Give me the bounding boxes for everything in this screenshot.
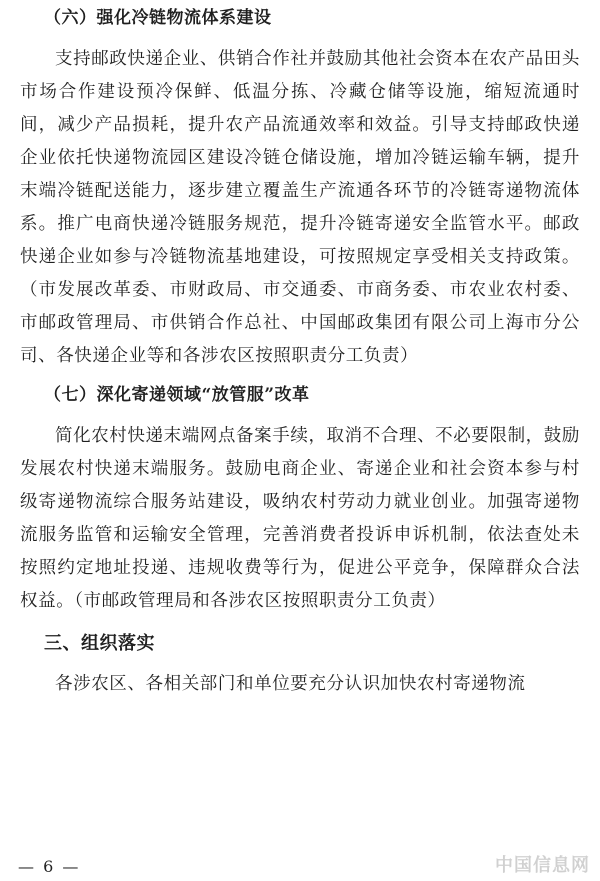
section-6-body: 支持邮政快递企业、供销合作社并鼓励其他社会资本在农产品田头市场合作建设预冷保鲜、低温分拣、冷藏仓储等设施，缩短流通时间，减少产品损耗，提升农产品流通效率和效益。引导支持邮政快递企业依托快递物流园区建设冷链仓储设施，增加冷链运输车辆，提升末端冷链配送能力，逐步建立覆盖生产流通各环节的冷链寄递物流体系。推广电商快递冷链服务规范，提升冷链寄递安全监管水平。邮政快递企业如参与冷链物流基地建设，可按照规定享受相关支持政策。（市发展改革委、市财政局、市交通委、市商务委、市农业农村委、市邮政管理局、市供销合作总社、中国邮政集团有限公司上海市分公司、各快递企业等和各涉农区按照职责分工负责） — [20, 49, 580, 366]
section-7-heading: （七）深化寄递领域“放管服”改革 — [44, 385, 310, 405]
section-3-title: 三、组织落实 — [44, 633, 155, 654]
section-3-body-start: 各涉农区、各相关部门和单位要充分认识加快农村寄递物流 — [55, 674, 526, 694]
section-7-body: 简化农村快递末端网点备案手续，取消不合理、不必要限制，鼓励发展农村快递末端服务。鼓励电商企业、寄递企业和社会资本参与村级寄递物流综合服务站建设，吸纳农村劳动力就业创业。加强寄递物流服务监管和运输安全管理，完善消费者投诉申诉机制，依法查处未按照约定地址投递、违规收费等行为，促进公平竞争，保障群众合法权益。（市邮政管理局和各涉农区按照职责分工负责） — [20, 426, 580, 611]
page-number: — 6 — — [18, 857, 81, 876]
site-watermark: 中国信息网 — [495, 855, 590, 876]
section-6-heading: （六）强化冷链物流体系建设 — [44, 8, 272, 28]
